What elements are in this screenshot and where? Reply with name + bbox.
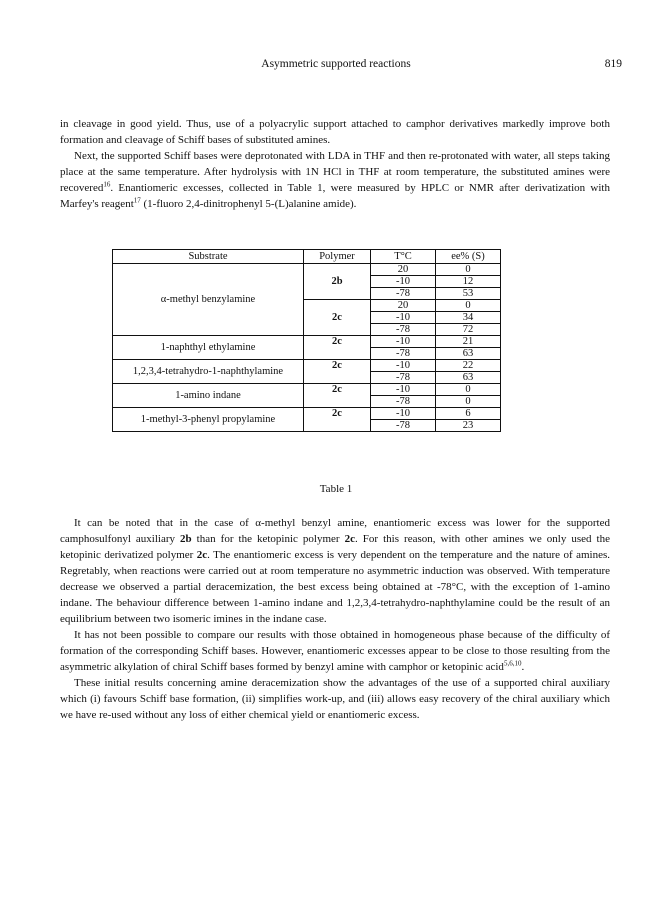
polymer-cell-spacer [304, 420, 371, 432]
page-number: 819 [604, 58, 622, 70]
text-run: . The enantiomeric excess is very dependent on the temperature and the nature of amines. Regretably, when reactions were carried out at room temperature no asymmetric induction was observed. With temperature decrease we observed a partial deracemization, the best excess being obtained at -78°C, with the exception of 1-amino indane. The behaviour difference between 1-amino indane and 1,2,3,4-tetrahydro-naphthylamine could be the result of an equilibrium between two isomeric imines in the indane case. [60, 549, 611, 625]
text-run: . [521, 661, 525, 673]
text-run: (1-fluoro 2,4-dinitrophenyl 5-(L)alanine amide). [140, 198, 357, 210]
ee-cell: 23 [436, 420, 501, 432]
ee-cell: 34 [436, 312, 501, 324]
polymer-cell-spacer [304, 348, 371, 360]
body-text-top [60, 116, 610, 212]
paragraph: These initial results concerning amine deracemization show the advantages of the use of a supported chiral auxiliary which (i) favours Schiff base formation, (ii) simplifies work-up, and (iii) allows easy recovery of the chiral auxiliary which we have re-used without any loss of either chemical yield or enantiomeric excess. [60, 677, 610, 721]
ee-cell: 0 [436, 384, 501, 396]
body-text-bottom [60, 515, 610, 723]
results-table [112, 249, 501, 432]
temperature-cell: 20 [371, 300, 436, 312]
ee-cell: 0 [436, 300, 501, 312]
reference-superscript: 5,6,10 [503, 659, 522, 668]
polymer-cell-spacer [304, 372, 371, 384]
text-run: It can be noted that in the case of α-methyl benzyl amine, enantiomeric excess was lower for the supported camphosulfonyl auxiliary [60, 517, 610, 545]
table-caption: Table 1 [319, 483, 353, 495]
ee-cell: 12 [436, 276, 501, 288]
column-header: Polymer [304, 250, 371, 264]
temperature-cell: -78 [371, 348, 436, 360]
ee-cell: 72 [436, 324, 501, 336]
substrate-cell: 1-amino indane [113, 384, 304, 408]
table-row [113, 384, 501, 396]
polymer-cell: 2c [304, 384, 371, 396]
table-row [113, 336, 501, 348]
column-header: Substrate [113, 250, 304, 264]
ee-cell: 6 [436, 408, 501, 420]
column-header: T°C [371, 250, 436, 264]
ee-cell: 21 [436, 336, 501, 348]
page-header [0, 58, 672, 74]
temperature-cell: -78 [371, 372, 436, 384]
substrate-cell: 1-methyl-3-phenyl propylamine [113, 408, 304, 432]
paragraph: in cleavage in good yield. Thus, use of a polyacrylic support attached to camphor derivatives markedly improve both formation and cleavage of Schiff bases of substituted amines. [60, 118, 610, 146]
text-run: It has not been possible to compare our results with those obtained in homogeneous phase because of the difficulty of formation of the corresponding Schiff bases. However, enantiomeric excesses appear to be close to those resulting from the asymmetric alkylation of chiral Schiff bases formed by benzyl amine with camphor or ketopinic acid [60, 629, 610, 673]
polymer-cell-spacer [304, 300, 371, 312]
text-run: than for the ketopinic polymer [191, 533, 345, 545]
substrate-cell: 1,2,3,4-tetrahydro-1-naphthylamine [113, 360, 304, 384]
reference-superscript: 17 [133, 196, 141, 205]
text-run: . For this reason, with other amines we only used the ketopinic derivatized polymer [60, 533, 610, 561]
temperature-cell: -10 [371, 276, 436, 288]
ee-cell: 0 [436, 264, 501, 276]
table-header-row [113, 250, 501, 264]
column-header: ee% (S) [436, 250, 501, 264]
ee-cell: 63 [436, 372, 501, 384]
polymer-cell: 2c [304, 360, 371, 372]
reference-superscript: 16 [103, 180, 111, 189]
text-run: . Enantiomeric excesses, collected in Table 1, were measured by HPLC or NMR after derivatization with Marfey's reagent [60, 182, 610, 210]
temperature-cell: -10 [371, 360, 436, 372]
text-run: Next, the supported Schiff bases were deprotonated with LDA in THF and then re-protonated with water, all steps taking place at the same temperature. After hydrolysis with 1N HCl in THF at room temperature, the substituted amines were recovered [60, 150, 610, 194]
table-row [113, 408, 501, 420]
temperature-cell: -78 [371, 396, 436, 408]
table-row [113, 264, 501, 276]
table-row [113, 360, 501, 372]
temperature-cell: -78 [371, 420, 436, 432]
ee-cell: 22 [436, 360, 501, 372]
temperature-cell: -10 [371, 312, 436, 324]
paragraph [60, 515, 610, 627]
polymer-cell-spacer [304, 288, 371, 300]
compound-label: 2c [344, 533, 356, 545]
polymer-cell-spacer [304, 324, 371, 336]
compound-label: 2b [180, 533, 192, 545]
ee-cell: 63 [436, 348, 501, 360]
temperature-cell: -78 [371, 324, 436, 336]
polymer-cell-spacer [304, 396, 371, 408]
polymer-cell: 2c [304, 408, 371, 420]
polymer-cell: 2b [304, 276, 371, 288]
temperature-cell: -10 [371, 336, 436, 348]
polymer-cell: 2c [304, 336, 371, 348]
polymer-cell: 2c [304, 312, 371, 324]
temperature-cell: -10 [371, 408, 436, 420]
compound-label: 2c [196, 549, 208, 561]
temperature-cell: 20 [371, 264, 436, 276]
temperature-cell: -78 [371, 288, 436, 300]
polymer-cell-spacer [304, 264, 371, 276]
temperature-cell: -10 [371, 384, 436, 396]
ee-cell: 53 [436, 288, 501, 300]
ee-cell: 0 [436, 396, 501, 408]
substrate-cell: α-methyl benzylamine [113, 264, 304, 336]
paragraph [60, 148, 610, 212]
substrate-cell: 1-naphthyl ethylamine [113, 336, 304, 360]
running-title: Asymmetric supported reactions [261, 58, 411, 70]
paragraph [60, 627, 610, 675]
